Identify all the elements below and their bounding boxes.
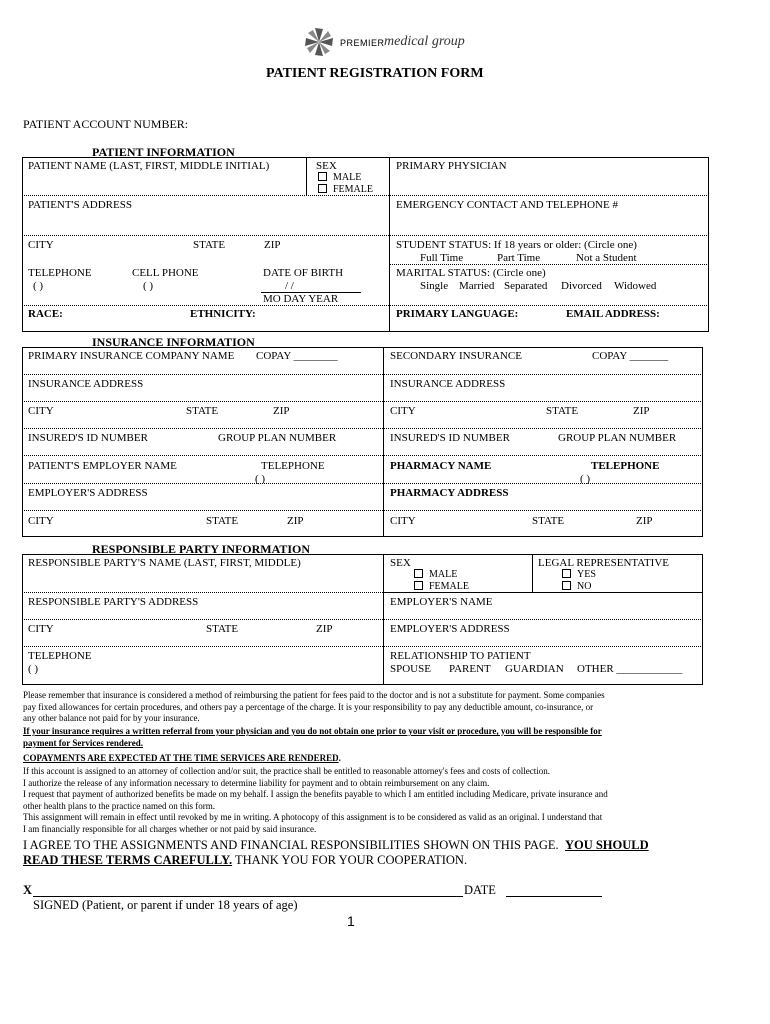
- insurance-state-field[interactable]: STATE: [186, 405, 219, 417]
- primary-language-field[interactable]: PRIMARY LANGUAGE:: [396, 308, 519, 320]
- responsible-telephone-field[interactable]: TELEPHONE: [28, 650, 92, 662]
- email-address-field[interactable]: EMAIL ADDRESS:: [566, 308, 660, 320]
- secondary-copay-field[interactable]: COPAY _______: [592, 350, 669, 362]
- zip-field[interactable]: ZIP: [264, 239, 281, 251]
- responsible-party-title: RESPONSIBLE PARTY INFORMATION: [92, 542, 311, 556]
- responsible-telephone-paren: ( ): [28, 663, 39, 675]
- employer-state-field[interactable]: STATE: [206, 515, 239, 527]
- legal-rep-yes-checkbox[interactable]: YES: [562, 569, 596, 581]
- full-time-option[interactable]: Full Time: [420, 252, 464, 264]
- pinwheel-logo-icon: [303, 26, 335, 58]
- signed-caption: SIGNED (Patient, or parent if under 18 years of age): [33, 898, 298, 912]
- widowed-option[interactable]: Widowed: [614, 280, 657, 292]
- dob-slashes: / /: [285, 280, 294, 292]
- secondary-zip-field[interactable]: ZIP: [633, 405, 650, 417]
- responsible-zip-field[interactable]: ZIP: [316, 623, 333, 635]
- cell-phone-field[interactable]: CELL PHONE: [132, 267, 199, 279]
- logo-premier: PREMIER: [340, 38, 385, 48]
- cell-phone-paren: ( ): [143, 280, 154, 292]
- patient-address-field[interactable]: PATIENT'S ADDRESS: [28, 199, 132, 211]
- checkbox-icon: [318, 172, 327, 181]
- checkbox-icon: [414, 581, 423, 590]
- pharmacy-telephone-field[interactable]: TELEPHONE: [591, 460, 660, 472]
- account-number-label: PATIENT ACCOUNT NUMBER:: [23, 117, 189, 131]
- employer-name-field[interactable]: PATIENT'S EMPLOYER NAME: [28, 460, 177, 472]
- referral-notice: If your insurance requires a written referral from your physician and you do not obtain one prior to your visit or procedure, you will be responsible for payment for Services rendered.: [23, 726, 602, 748]
- ethnicity-field[interactable]: ETHNICITY:: [190, 308, 256, 320]
- employer-telephone-field[interactable]: TELEPHONE: [261, 460, 325, 472]
- secondary-insured-id-field[interactable]: INSURED'S ID NUMBER: [390, 432, 510, 444]
- primary-physician-field[interactable]: PRIMARY PHYSICIAN: [396, 160, 507, 172]
- page-number: 1: [347, 913, 355, 929]
- agreement-line-2: READ THESE TERMS CAREFULLY. THANK YOU FOR YOUR COOPERATION.: [23, 853, 468, 867]
- state-field[interactable]: STATE: [193, 239, 226, 251]
- responsible-sex-label: SEX: [390, 557, 411, 569]
- checkbox-icon: [562, 569, 571, 578]
- race-field[interactable]: RACE:: [28, 308, 63, 320]
- secondary-group-plan-field[interactable]: GROUP PLAN NUMBER: [558, 432, 677, 444]
- insurance-address-field[interactable]: INSURANCE ADDRESS: [28, 378, 144, 390]
- separated-option[interactable]: Separated: [504, 280, 548, 292]
- dob-format: MO DAY YEAR: [263, 293, 339, 305]
- spouse-option[interactable]: SPOUSE: [390, 663, 431, 675]
- employer-address-field[interactable]: EMPLOYER'S ADDRESS: [28, 487, 148, 499]
- married-option[interactable]: Married: [459, 280, 495, 292]
- copayment-notice: COPAYMENTS ARE EXPECTED AT THE TIME SERVICES ARE RENDERED.: [23, 753, 341, 763]
- relationship-label: RELATIONSHIP TO PATIENT: [390, 650, 531, 662]
- checkbox-icon: [414, 569, 423, 578]
- pharmacy-telephone-paren: ( ): [580, 473, 591, 485]
- secondary-insurance-address-field[interactable]: INSURANCE ADDRESS: [390, 378, 506, 390]
- student-status-label: STUDENT STATUS: If 18 years or older: (Circle one): [396, 239, 637, 251]
- male-checkbox[interactable]: MALE: [318, 172, 361, 184]
- insurance-info-title: INSURANCE INFORMATION: [92, 335, 255, 349]
- secondary-state-field[interactable]: STATE: [546, 405, 579, 417]
- patient-name-field[interactable]: PATIENT NAME (LAST, FIRST, MIDDLE INITIAL): [28, 160, 270, 172]
- pharmacy-zip-field[interactable]: ZIP: [636, 515, 653, 527]
- female-checkbox[interactable]: FEMALE: [318, 184, 373, 196]
- single-option[interactable]: Single: [420, 280, 449, 292]
- primary-insurance-field[interactable]: PRIMARY INSURANCE COMPANY NAME: [28, 350, 235, 362]
- responsible-male-checkbox[interactable]: MALE: [414, 569, 457, 581]
- emergency-contact-field[interactable]: EMERGENCY CONTACT AND TELEPHONE #: [396, 199, 618, 211]
- responsible-name-field[interactable]: RESPONSIBLE PARTY'S NAME (LAST, FIRST, MIDDLE): [28, 557, 301, 569]
- patient-info-title: PATIENT INFORMATION: [92, 145, 235, 159]
- divorced-option[interactable]: Divorced: [561, 280, 602, 292]
- agreement-line-1: I AGREE TO THE ASSIGNMENTS AND FINANCIAL RESPONSIBILITIES SHOWN ON THIS PAGE. YOU SHOULD: [23, 838, 649, 852]
- date-line[interactable]: [506, 896, 602, 897]
- employer-zip-field[interactable]: ZIP: [287, 515, 304, 527]
- guardian-option[interactable]: GUARDIAN: [505, 663, 564, 675]
- employer-telephone-paren: ( ): [255, 473, 266, 485]
- not-student-option[interactable]: Not a Student: [576, 252, 637, 264]
- employer-city-field[interactable]: CITY: [28, 515, 54, 527]
- insured-id-field[interactable]: INSURED'S ID NUMBER: [28, 432, 148, 444]
- primary-copay-field[interactable]: COPAY ________: [256, 350, 338, 362]
- responsible-city-field[interactable]: CITY: [28, 623, 54, 635]
- marital-status-label: MARITAL STATUS: (Circle one): [396, 267, 546, 279]
- checkbox-icon: [318, 184, 327, 193]
- checkbox-icon: [562, 581, 571, 590]
- sex-label: SEX: [316, 160, 337, 172]
- parent-option[interactable]: PARENT: [449, 663, 491, 675]
- date-label: DATE: [464, 883, 496, 897]
- pharmacy-city-field[interactable]: CITY: [390, 515, 416, 527]
- other-option[interactable]: OTHER ____________: [577, 663, 683, 675]
- signature-line[interactable]: [33, 896, 463, 897]
- part-time-option[interactable]: Part Time: [497, 252, 541, 264]
- insurance-zip-field[interactable]: ZIP: [273, 405, 290, 417]
- responsible-employer-address-field[interactable]: EMPLOYER'S ADDRESS: [390, 623, 510, 635]
- group-plan-field[interactable]: GROUP PLAN NUMBER: [218, 432, 337, 444]
- signature-x: X: [23, 883, 33, 897]
- pharmacy-name-field[interactable]: PHARMACY NAME: [390, 460, 492, 472]
- logo-medical-group: medical group: [384, 34, 465, 49]
- responsible-employer-name-field[interactable]: EMPLOYER'S NAME: [390, 596, 493, 608]
- pharmacy-address-field[interactable]: PHARMACY ADDRESS: [390, 487, 509, 499]
- telephone-paren: ( ): [33, 280, 44, 292]
- secondary-city-field[interactable]: CITY: [390, 405, 416, 417]
- insurance-terms: Please remember that insurance is considered a method of reimbursing the patient for fees paid to the doctor and is not a substitute for payment. Some companies pay fixed allowances for certain procedures, and others pay a percentage of the charge. It is your responsibility to pay any deductible amount, co-insurance, or any other balance not paid for by your insurance.: [23, 690, 605, 723]
- city-field[interactable]: CITY: [28, 239, 54, 251]
- legal-representative-label: LEGAL REPRESENTATIVE: [538, 557, 670, 569]
- legal-rep-no-checkbox[interactable]: NO: [562, 581, 591, 593]
- authorization-terms: If this account is assigned to an attorney of collection and/or suit, the practice shall be entitled to reasonable attorney's fees and costs of collection. I authorize the release of any information necessary to determine liability for payment and to obtain reimbursement on any claim. I request that payment of authorized benefits be made on my behalf. I assign the benefits payable to which I am entitled including Medicare, private insurance and other health plans to the practice named on this form. This assignment will remain in effect until revoked by me in writing. A photocopy of this assignment is to be considered as valid as an original. I understand that I am financially responsible for all charges whether or not paid by said insurance.: [23, 766, 608, 834]
- responsible-state-field[interactable]: STATE: [206, 623, 239, 635]
- logo: [303, 26, 483, 60]
- form-title: PATIENT REGISTRATION FORM: [266, 66, 484, 81]
- secondary-insurance-field[interactable]: SECONDARY INSURANCE: [390, 350, 522, 362]
- telephone-field[interactable]: TELEPHONE: [28, 267, 92, 279]
- insurance-city-field[interactable]: CITY: [28, 405, 54, 417]
- pharmacy-state-field[interactable]: STATE: [532, 515, 565, 527]
- responsible-female-checkbox[interactable]: FEMALE: [414, 581, 469, 593]
- responsible-address-field[interactable]: RESPONSIBLE PARTY'S ADDRESS: [28, 596, 199, 608]
- date-of-birth-field[interactable]: DATE OF BIRTH: [263, 267, 344, 279]
